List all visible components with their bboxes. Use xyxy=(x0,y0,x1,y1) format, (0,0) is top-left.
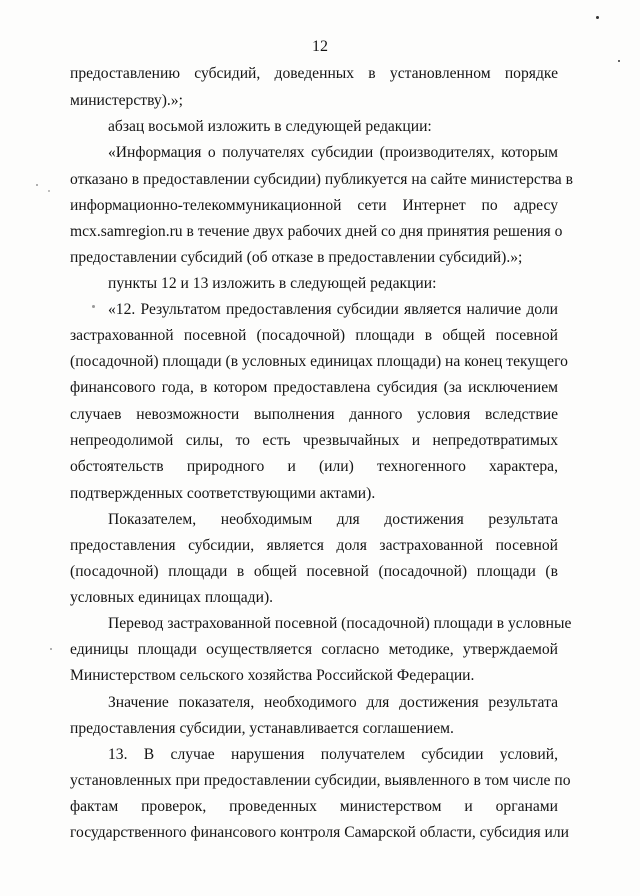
text-line: предоставления субсидии, является доля застрахованной посевной xyxy=(70,537,558,554)
text-line: условных единицах площади). xyxy=(70,589,274,606)
text-line: (посадочной) площади в общей посевной (посадочной) площади (в xyxy=(70,563,558,580)
text-line: финансового года, в котором предоставлена субсидия (за исключением xyxy=(70,379,558,396)
text-line: «12. Результатом предоставления субсидии является наличие доли xyxy=(108,301,558,318)
text-line: установленных при предоставлении субсидии, выявленного в том числе по xyxy=(70,772,571,789)
text-line: государственного финансового контроля Самарской области, субсидия или xyxy=(70,824,569,841)
text-line: непреодолимой силы, то есть чрезвычайных и непредотвратимых xyxy=(70,432,558,449)
text-line: «Информация о получателях субсидии (производителях, которым xyxy=(108,144,558,161)
text-line: подтвержденных соответствующими актами). xyxy=(70,485,376,502)
text-line: единицы площади осуществляется согласно методике, утверждаемой xyxy=(70,641,558,658)
text-line: предоставлении субсидий (об отказе в предоставлении субсидий).»; xyxy=(70,249,523,266)
text-line: застрахованной посевной (посадочной) площади в общей посевной xyxy=(70,327,558,344)
text-line: случаев невозможности выполнения данного условия вследствие xyxy=(70,406,558,423)
text-line: фактам проверок, проведенных министерством и органами xyxy=(70,798,558,815)
scan-speck xyxy=(48,190,50,192)
text-line: предоставлению субсидий, доведенных в установленном порядке xyxy=(70,65,558,82)
text-line: (посадочной) площади (в условных единицах площади) на конец текущего xyxy=(70,353,568,370)
text-line: Показателем, необходимым для достижения результата xyxy=(108,511,558,528)
text-line: информационно-телекоммуникационной сети Интернет по адресу xyxy=(70,197,558,214)
text-line: пункты 12 и 13 изложить в следующей редакции: xyxy=(108,275,437,292)
text-line: 13. В случае нарушения получателем субсидии условий, xyxy=(108,746,558,763)
text-line: Перевод застрахованной посевной (посадочной) площади в условные xyxy=(108,615,572,632)
text-line: министерству).»; xyxy=(70,92,183,109)
scan-speck xyxy=(36,184,38,186)
page-number: 12 xyxy=(312,38,328,55)
scan-speck xyxy=(92,305,95,308)
text-line: Значение показателя, необходимого для достижения результата xyxy=(108,694,558,711)
text-line: обстоятельств природного и (или) техногенного характера, xyxy=(70,458,558,475)
text-line: предоставления субсидии, устанавливается соглашением. xyxy=(70,720,454,737)
text-line: отказано в предоставлении субсидии) публикуется на сайте министерства в xyxy=(70,171,573,188)
text-line: Министерством сельского хозяйства Российской Федерации. xyxy=(70,667,475,684)
scan-speck xyxy=(596,16,599,19)
scan-speck xyxy=(618,60,620,62)
text-line: абзац восьмой изложить в следующей редакции: xyxy=(108,118,432,135)
scan-speck xyxy=(50,648,52,650)
text-line: mcx.samregion.ru в течение двух рабочих дней со дня принятия решения о xyxy=(70,223,563,240)
